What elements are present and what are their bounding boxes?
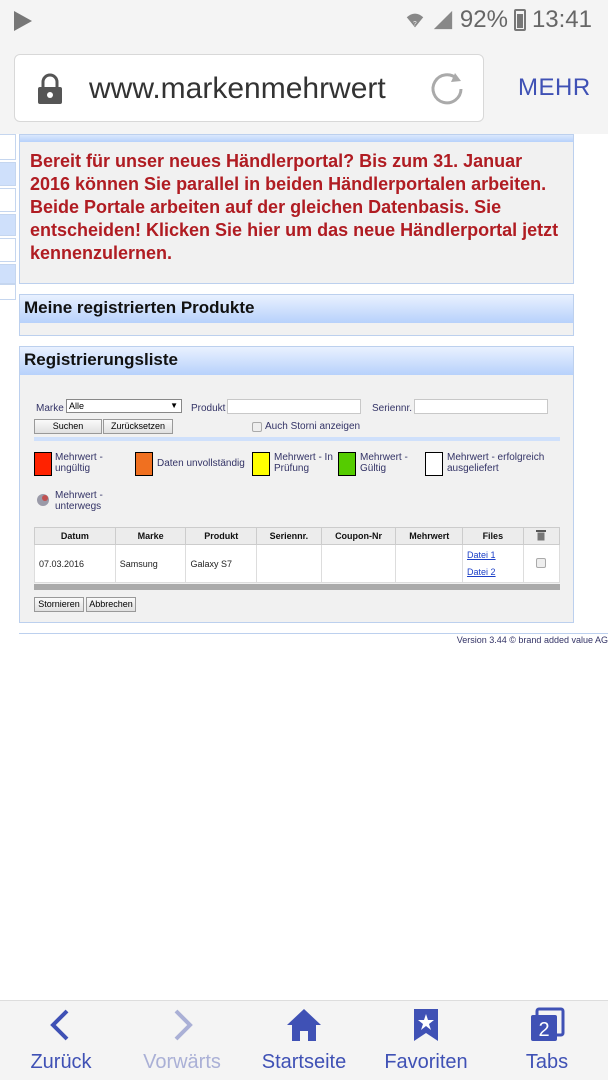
tabs-icon — [527, 1007, 567, 1043]
browser-toolbar — [0, 40, 608, 134]
serial-input[interactable] — [414, 399, 548, 414]
url-text[interactable]: www.markenmehrwert — [89, 72, 386, 105]
left-sidebar-fragment — [0, 134, 16, 160]
left-sidebar-fragment — [0, 162, 16, 186]
serial-label: Seriennr. — [372, 403, 413, 414]
left-sidebar-fragment — [0, 214, 16, 236]
home-icon — [284, 1007, 324, 1043]
registered-products-panel — [19, 294, 574, 336]
product-input[interactable] — [227, 399, 361, 414]
battery-percent: 92% — [459, 6, 508, 33]
cell-brand: Samsung — [115, 545, 186, 583]
portal-notice-panel — [19, 134, 574, 284]
col-header-serial[interactable]: Seriennr. — [257, 528, 322, 545]
nav-forward-button[interactable] — [122, 1001, 242, 1080]
table-row[interactable] — [35, 545, 560, 583]
truck-icon — [36, 493, 50, 507]
abort-button[interactable]: Abbrechen — [86, 597, 136, 612]
nav-home-label: Startseite — [261, 1051, 347, 1073]
col-header-brand[interactable]: Marke — [115, 528, 186, 545]
product-label: Produkt — [191, 403, 226, 414]
legend-label: Daten unvollständig — [157, 458, 245, 469]
portal-notice-link[interactable]: Bereit für unser neues Händlerportal? Bis zum 31. Januar 2016 können Sie parallel in beiden Händlerportalen arbeiten. Beide Portale arbeiten auf der gleichen Datenbasis. Sie entscheiden! Klicken Sie hier um das neue Händlerportal jetzt kennenzulernen. — [30, 151, 559, 263]
cancel-registration-button[interactable]: Stornieren — [34, 597, 84, 612]
web-page — [0, 134, 608, 1000]
footer-divider — [19, 633, 608, 634]
registration-table — [34, 527, 560, 583]
cell-coupon — [321, 545, 396, 583]
search-button[interactable]: Suchen — [34, 419, 102, 434]
cell-mehrwert — [396, 545, 463, 583]
legend-swatch — [34, 452, 52, 476]
nav-back-label: Zurück — [30, 1051, 92, 1073]
legend-label: Mehrwert - In Prüfung — [274, 452, 333, 474]
legend-swatch — [252, 452, 270, 476]
legend-swatch — [425, 452, 443, 476]
storni-toggle[interactable] — [252, 421, 360, 432]
cell-files — [463, 545, 524, 583]
cell-date: 07.03.2016 — [35, 545, 116, 583]
col-header-product[interactable]: Produkt — [186, 528, 257, 545]
col-header-mehrwert[interactable]: Mehrwert — [396, 528, 463, 545]
play-icon — [14, 11, 32, 31]
registration-list-title: Registrierungsliste — [20, 347, 573, 375]
nav-tabs-button[interactable] — [487, 1001, 607, 1080]
cell-product: Galaxy S7 — [186, 545, 257, 583]
brand-select-value: Alle — [69, 401, 85, 411]
wifi-icon — [404, 9, 426, 31]
col-header-files: Files — [463, 528, 524, 545]
status-bar — [0, 0, 608, 40]
reload-icon[interactable] — [427, 69, 467, 109]
col-header-delete — [523, 528, 559, 545]
cell-select — [523, 545, 559, 583]
battery-icon — [514, 9, 526, 31]
table-header-row — [35, 528, 560, 545]
left-sidebar-fragment — [0, 238, 16, 262]
browser-bottom-nav — [0, 1000, 608, 1080]
status-indicators — [404, 6, 592, 34]
cell-serial — [257, 545, 322, 583]
divider — [34, 437, 560, 441]
storni-label: Auch Storni anzeigen — [265, 421, 361, 432]
svg-text:?: ? — [413, 20, 417, 28]
file-link-2[interactable]: Datei 2 — [467, 566, 496, 577]
brand-select[interactable] — [66, 399, 182, 413]
nav-home-button[interactable] — [244, 1001, 364, 1080]
clock: 13:41 — [531, 6, 592, 33]
legend-swatch — [135, 452, 153, 476]
storni-checkbox[interactable] — [252, 422, 262, 432]
version-text: Version 3.44 © brand added value AG — [456, 635, 608, 645]
nav-forward-label: Vorwärts — [143, 1051, 221, 1073]
legend-label: Mehrwert - Gültig — [360, 452, 408, 474]
row-select-checkbox[interactable] — [536, 558, 546, 568]
legend-label: Mehrwert - erfolgreich ausgeliefert — [447, 452, 545, 474]
registered-products-title[interactable]: Meine registrierten Produkte — [20, 295, 573, 323]
signal-icon — [432, 9, 454, 31]
nav-favorites-button[interactable] — [366, 1001, 486, 1080]
left-sidebar-fragment — [0, 188, 16, 212]
legend-in-transit — [55, 490, 135, 512]
table-footer-bar — [34, 584, 560, 590]
col-header-date[interactable]: Datum — [35, 528, 116, 545]
lock-icon — [35, 73, 65, 105]
nav-back-button[interactable] — [1, 1001, 121, 1080]
nav-tabs-label: Tabs — [525, 1051, 569, 1073]
file-link-1[interactable]: Datei 1 — [467, 549, 496, 560]
col-header-coupon[interactable]: Coupon-Nr — [321, 528, 396, 545]
legend-swatch — [338, 452, 356, 476]
brand-label: Marke — [36, 403, 64, 414]
forward-icon — [162, 1007, 202, 1043]
legend-label: Mehrwert - unterwegs — [55, 490, 103, 512]
address-bar[interactable] — [14, 54, 484, 122]
legend-label: Mehrwert - ungültig — [55, 452, 103, 474]
back-icon — [41, 1007, 81, 1043]
reset-button[interactable]: Zurücksetzen — [103, 419, 173, 434]
tabs-count: 2 — [538, 1019, 550, 1041]
panel-header-strip — [20, 135, 573, 142]
nav-favorites-label: Favoriten — [384, 1051, 468, 1073]
left-sidebar-fragment — [0, 264, 16, 284]
trash-icon — [536, 529, 546, 541]
registration-list-panel — [19, 346, 574, 623]
bookmark-icon — [406, 1007, 446, 1043]
more-menu-button[interactable]: MEHR — [518, 74, 591, 101]
left-sidebar-fragment — [0, 284, 16, 300]
